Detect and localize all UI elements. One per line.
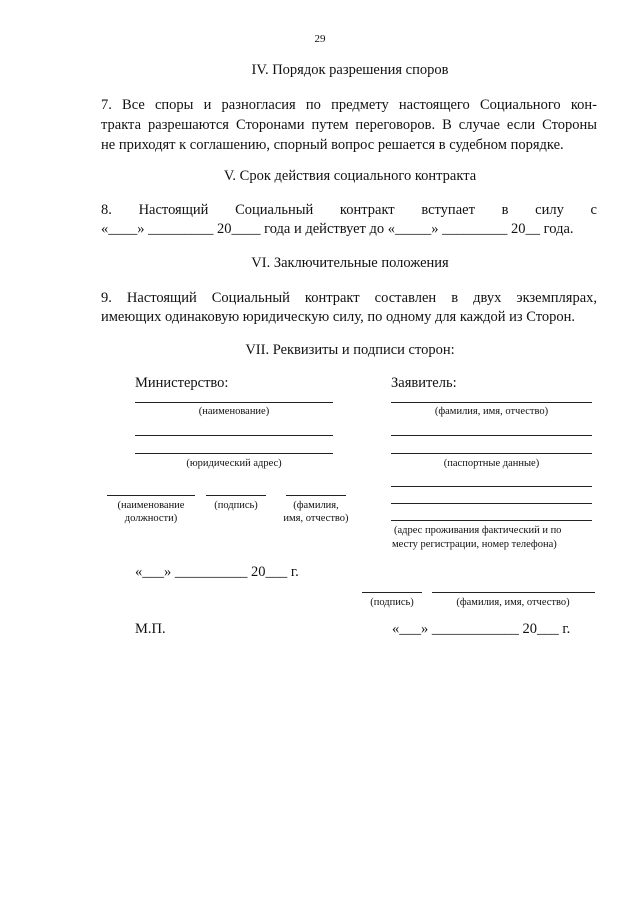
applicant-date-line: «___» ____________ 20___ г. <box>392 621 571 637</box>
applicant-fio-line <box>391 402 592 403</box>
applicant-address-line-3 <box>391 520 592 521</box>
section-6-para-line-2: имеющих одинаковую юридическую силу, по одному для каждой из Сторон. <box>101 309 576 325</box>
ministry-position-caption-2: должности) <box>124 513 178 524</box>
applicant-passport-line-1 <box>391 435 592 436</box>
applicant-signature-caption: (подпись) <box>370 597 414 608</box>
ministry-fio-line <box>286 495 346 496</box>
applicant-fio-bottom-caption: (фамилия, имя, отчество) <box>456 597 570 608</box>
section-5-para-line-1: 8. Настоящий Социальный контракт вступает в силу с <box>101 202 597 218</box>
section-4-para-line-1: 7. Все споры и разногласия по предмету настоящего Социального кон- <box>101 97 597 113</box>
section-4-para-line-3: не приходят к соглашению, спорный вопрос решается в судебном порядке. <box>101 137 564 153</box>
section-4-para-line-2: тракта разрешаются Сторонами путем переговоров. В случае если Стороны <box>101 117 597 133</box>
ministry-signature-line <box>206 495 266 496</box>
applicant-address-line-2 <box>391 503 592 504</box>
section-6-para-line-1: 9. Настоящий Социальный контракт составлен в двух экземплярах, <box>101 290 597 306</box>
applicant-passport-caption: (паспортные данные) <box>443 458 540 469</box>
applicant-address-caption-1: (адрес проживания фактический и по <box>394 525 562 536</box>
section-5-para-line-2: «____» _________ 20____ года и действует до «_____» _________ 20__ года. <box>101 221 574 237</box>
section-7-heading: VII. Реквизиты и подписи сторон: <box>245 342 455 358</box>
ministry-address-line-1 <box>135 435 333 436</box>
applicant-fio-bottom-line <box>432 592 595 593</box>
section-4-heading: IV. Порядок разрешения споров <box>251 62 449 78</box>
applicant-fio-caption: (фамилия, имя, отчество) <box>434 406 549 417</box>
ministry-name-caption: (наименование) <box>198 406 270 417</box>
section-6-heading: VI. Заключительные положения <box>251 255 449 271</box>
page-number: 29 <box>314 33 326 45</box>
ministry-fio-caption-2: имя, отчество) <box>283 513 349 524</box>
applicant-passport-line-2 <box>391 453 592 454</box>
ministry-address-line-2 <box>135 453 333 454</box>
applicant-address-line-1 <box>391 486 592 487</box>
ministry-position-caption-1: (наименование <box>117 500 185 511</box>
ministry-signature-caption: (подпись) <box>214 500 258 511</box>
ministry-stamp-label: М.П. <box>135 621 166 637</box>
ministry-title: Министерство: <box>135 375 229 391</box>
ministry-name-line <box>135 402 333 403</box>
applicant-address-caption-2: месту регистрации, номер телефона) <box>392 539 557 550</box>
applicant-signature-line <box>362 592 422 593</box>
ministry-address-caption: (юридический адрес) <box>186 458 282 469</box>
ministry-date-line: «___» __________ 20___ г. <box>135 564 299 580</box>
ministry-fio-caption-1: (фамилия, <box>293 500 339 511</box>
applicant-title: Заявитель: <box>391 375 457 391</box>
ministry-position-line <box>107 495 195 496</box>
section-5-heading: V. Срок действия социального контракта <box>223 168 477 184</box>
